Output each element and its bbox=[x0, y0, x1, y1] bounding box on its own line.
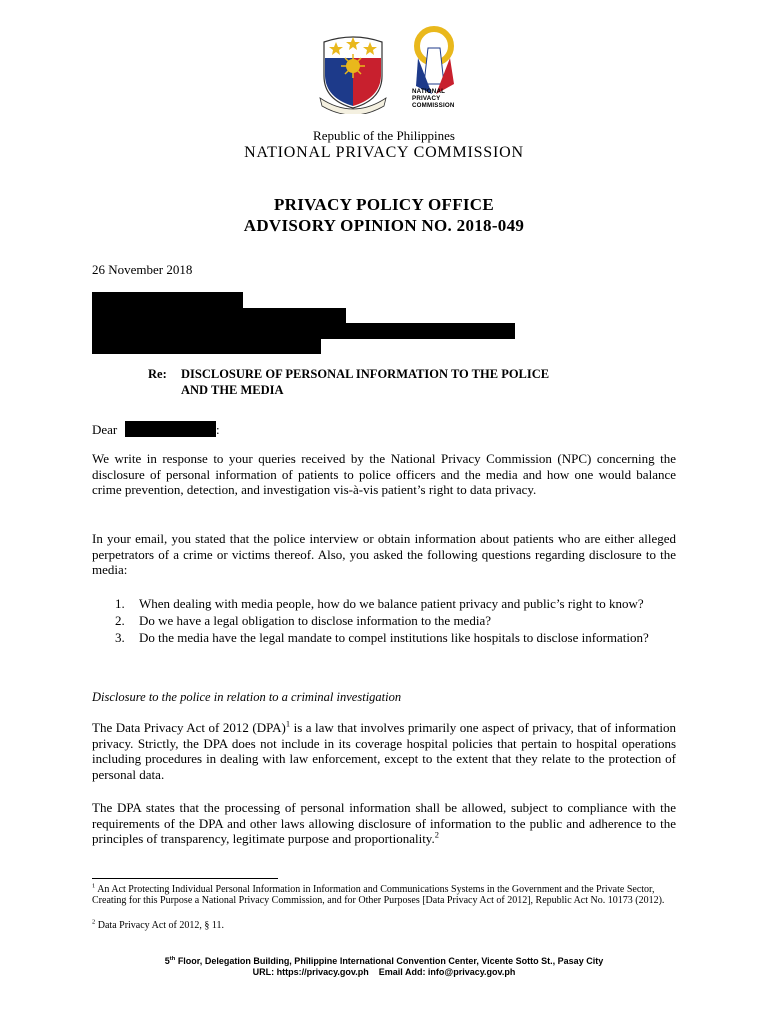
re-subject bbox=[181, 367, 611, 398]
paragraph-processing-text: The DPA states that the processing of personal information shall be allowed, subject to compliance with the requirements of the DPA and other laws allowing disclosure of information to the public and adherence to the principles of transparency, legitimate purpose and proportionality. bbox=[92, 800, 676, 847]
paragraph-processing bbox=[92, 800, 676, 847]
footer-floor-number: 5 bbox=[164, 956, 170, 966]
paragraph-dpa-start: The Data Privacy Act of 2012 (DPA) bbox=[92, 720, 286, 735]
npc-caption bbox=[412, 88, 455, 109]
list-number: 3. bbox=[115, 630, 125, 646]
salutation-colon: : bbox=[216, 422, 220, 437]
list-number: 2. bbox=[115, 613, 125, 629]
office-title: PRIVACY POLICY OFFICE bbox=[273, 195, 495, 214]
re-subject-line-2: AND THE MEDIA bbox=[181, 382, 284, 397]
commission-name: NATIONAL PRIVACY COMMISSION bbox=[244, 144, 524, 161]
questions-list bbox=[92, 596, 676, 647]
re-subject-line-1: DISCLOSURE OF PERSONAL INFORMATION TO THE POLICE bbox=[181, 367, 550, 381]
list-text: When dealing with media people, how do we balance patient privacy and public’s right to know? bbox=[139, 596, 644, 611]
list-item bbox=[92, 596, 676, 612]
opinion-number: ADVISORY OPINION NO. 2018-049 bbox=[243, 216, 525, 235]
redaction-block bbox=[92, 308, 346, 324]
list-item bbox=[92, 613, 676, 629]
salutation: Dear bbox=[92, 422, 118, 437]
npc-caption-line-1: NATIONAL bbox=[412, 88, 446, 95]
list-number: 1. bbox=[115, 596, 125, 611]
footnote-2 bbox=[92, 920, 684, 931]
section-heading: Disclosure to the police in relation to a criminal investigation bbox=[92, 690, 402, 704]
paragraph-email: In your email, you stated that the police interview or obtain information about patients who are either alleged perpetrators of a crime or victims thereof. Also, you asked the following questions regarding disclosure to the media: bbox=[92, 531, 676, 578]
redaction-block bbox=[92, 292, 243, 308]
npc-caption-line-2: PRIVACY bbox=[412, 95, 441, 102]
footnote-ref-1[interactable]: 1 bbox=[285, 718, 291, 729]
letter-date: 26 November 2018 bbox=[92, 262, 193, 277]
footnote-text: An Act Protecting Individual Personal Information in Information and Communications Systems in the Government and the Private Sector, Creating for this Purpose a National Privacy Commission, and for Other Purposes [Data Privacy Act of 2012], Republic Act No. 10173 (2012). bbox=[92, 884, 665, 907]
redaction-block bbox=[92, 323, 515, 339]
paragraph-intro: We write in response to your queries received by the National Privacy Commission (NPC) concerning the disclosure of personal information of patients to police officers and the media and how one would balance crime prevention, detection, and investigation vis-à-vis patient’s right to data privacy. bbox=[92, 451, 676, 498]
footnote-text: Data Privacy Act of 2012, § 11. bbox=[95, 920, 225, 931]
footnote-ref-2[interactable]: 2 bbox=[434, 829, 439, 840]
footer-address bbox=[0, 956, 768, 968]
paragraph-dpa bbox=[92, 720, 676, 782]
paragraph-dpa-rest: is a law that involves primarily one aspect of privacy, that of information privacy. Strictly, the DPA does not include in its coverage hospital policies that pertain to hospital operations including procedures in dealing with law enforcement, except to the extent that they relate to the protection of personal data. bbox=[92, 720, 676, 782]
footer-address-text: Floor, Delegation Building, Philippine International Convention Center, Vicente Sotto St., Pasay City bbox=[175, 956, 604, 966]
philippine-seal-logo bbox=[316, 28, 390, 114]
footnote-1 bbox=[92, 884, 684, 907]
list-text: Do the media have the legal mandate to compel institutions like hospitals to disclose information? bbox=[139, 630, 649, 646]
re-label: Re: bbox=[148, 367, 167, 381]
list-text: Do we have a legal obligation to disclose information to the media? bbox=[139, 613, 491, 629]
republic-line: Republic of the Philippines bbox=[313, 128, 455, 143]
footnote-number: 1 bbox=[92, 882, 96, 890]
footnote-number: 2 bbox=[92, 918, 96, 926]
recipient-redaction bbox=[125, 421, 216, 437]
footnote-divider bbox=[92, 878, 278, 879]
footer-contact[interactable]: URL: https://privacy.gov.ph Email Add: info@privacy.gov.ph bbox=[252, 967, 516, 977]
list-item bbox=[92, 630, 676, 646]
footer-floor-suffix: th bbox=[169, 956, 176, 962]
redaction-block bbox=[92, 338, 321, 354]
npc-caption-line-3: COMMISSION bbox=[412, 102, 455, 109]
